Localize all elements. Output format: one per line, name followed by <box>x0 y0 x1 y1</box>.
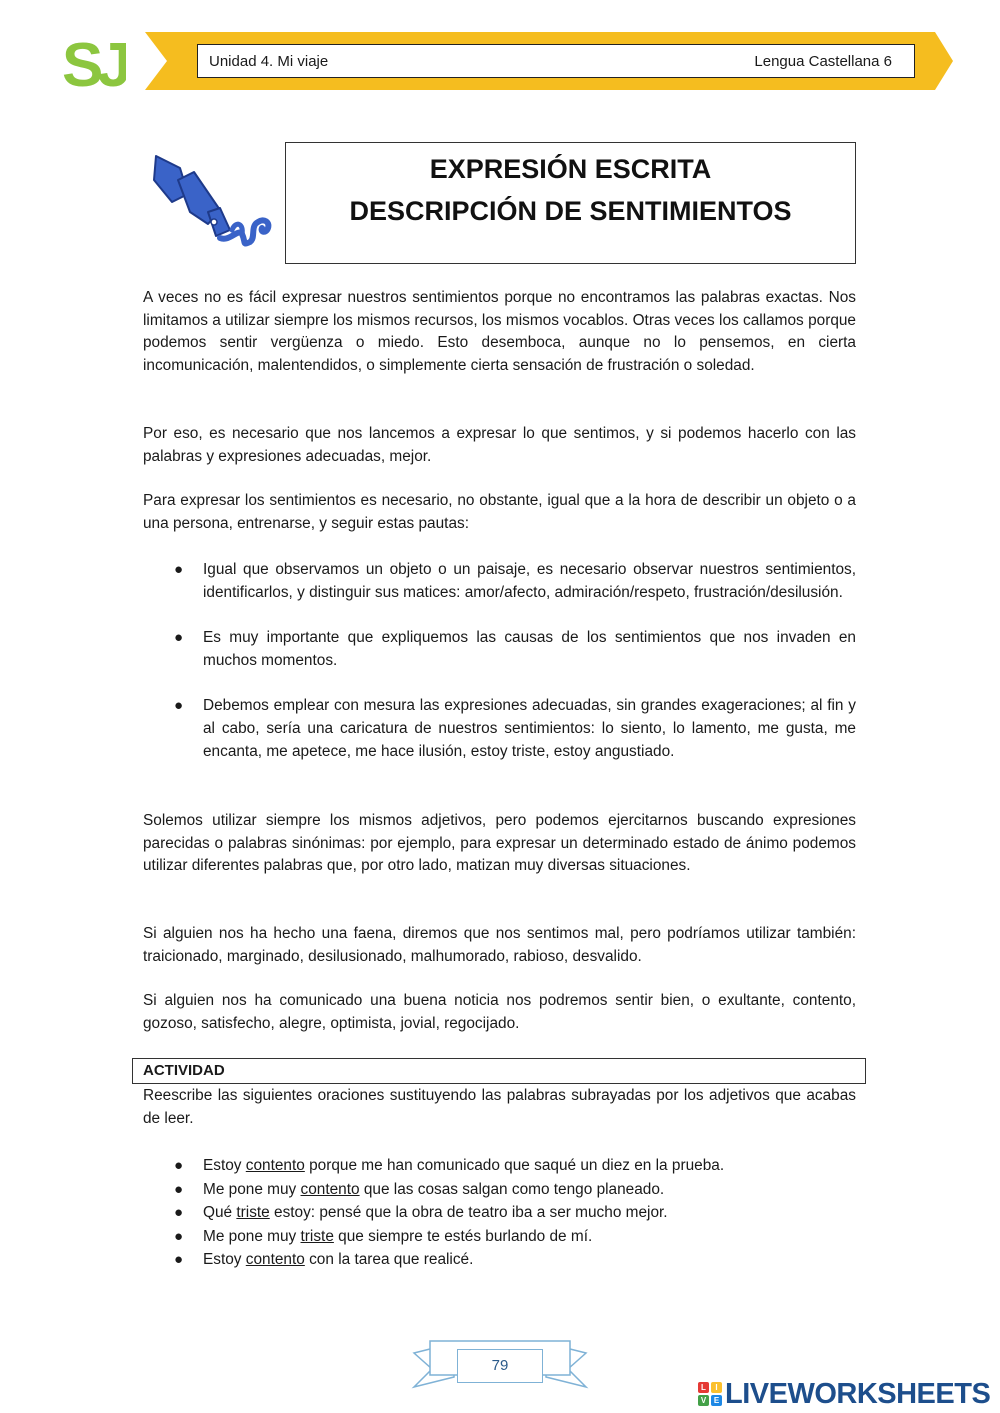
underlined-word: contento <box>300 1180 360 1198</box>
paragraph-4: Solemos utilizar siempre los mismos adjetivos, pero podemos ejercitarnos buscando expresiones parecidas o palabras sinónimas: por ejemplo, para expresar un determinado estado de ánimo podemos utilizar diferentes palabras que, por otro lado, matizan muy diversas situaciones. <box>143 812 856 875</box>
list-item: ● Estoy contento porque me han comunicado que saqué un diez en la prueba. <box>143 1154 856 1178</box>
activity-instructions: Reescribe las siguientes oraciones sustituyendo las palabras subrayadas por los adjetivos que acabas de leer. <box>143 1087 856 1127</box>
activity-heading: ACTIVIDAD <box>132 1058 866 1084</box>
list-item: ● Qué triste estoy: pensé que la obra de teatro iba a ser mucho mejor. <box>143 1201 856 1225</box>
bullet-icon: ● <box>174 1251 184 1269</box>
underlined-word: triste <box>300 1227 334 1245</box>
unit-label: Unidad 4. Mi viaje <box>209 52 329 70</box>
watermark-text: LIVEWORKSHEETS <box>725 1377 991 1410</box>
title-line-1: EXPRESIÓN ESCRITA <box>429 154 712 184</box>
school-logo <box>60 28 126 98</box>
paragraph-5: Si alguien nos ha hecho una faena, diremos que nos sentimos mal, pero podríamos utilizar también: traicionado, marginado, desilusionado, malhumorado, rabioso, desvalido. <box>143 925 856 965</box>
bullet-icon: ● <box>174 1227 184 1245</box>
list-item: ● Me pone muy triste que siempre te estés burlando de mí. <box>143 1225 856 1249</box>
underlined-word: contento <box>245 1251 305 1269</box>
liveworksheets-watermark <box>698 1379 990 1409</box>
page-number: 79 <box>457 1349 543 1383</box>
list-item: ● Estoy contento con la tarea que realicé. <box>143 1248 856 1272</box>
activity-sentences <box>143 1154 856 1272</box>
logo-text: SJ <box>62 31 126 98</box>
title-line-2: DESCRIPCIÓN DE SENTIMIENTOS <box>349 196 792 226</box>
liveworksheets-logo-icon: L I V E <box>698 1382 722 1406</box>
bullet-icon: ● <box>174 629 184 647</box>
list-item: ● Me pone muy contento que las cosas salgan como tengo planeado. <box>143 1178 856 1202</box>
bullet-icon: ● <box>174 1204 184 1222</box>
guidelines-list <box>143 559 856 786</box>
paragraph-6: Si alguien nos ha comunicado una buena noticia nos podremos sentir bien, o exultante, contento, gozoso, satisfecho, alegre, optimista, jovial, regocijado. <box>143 992 856 1032</box>
subject-label: Lengua Castellana 6 <box>754 52 892 70</box>
header-box <box>197 44 915 78</box>
underlined-word: contento <box>245 1157 305 1174</box>
list-item: ● Debemos emplear con mesura las expresiones adecuadas, sin grandes exageraciones; al fin y al cabo, sería una caricatura de nuestros sentimientos: lo siento, lo lamento, me gusta, me encanta, me apetece, me hace ilusión, estoy triste, estoy angustiado. <box>174 697 856 760</box>
bullet-icon: ● <box>174 1157 184 1174</box>
title-box <box>285 142 856 264</box>
bullet-icon: ● <box>174 561 184 578</box>
paragraph-2: Por eso, es necesario que nos lancemos a expresar lo que sentimos, y si podemos hacerlo con las palabras y expresiones adecuadas, mejor. <box>143 425 856 465</box>
intro-paragraph: A veces no es fácil expresar nuestros sentimientos porque no encontramos las palabras exactas. Nos limitamos a utilizar siempre los mismos recursos, los mismos vocablos. Otras veces los callamos porque podemos sentir vergüenza o miedo. Esto desemboca, aunque no lo pensemos, en cierta incomunicación, malentendidos, o simplemente cierta sensación de frustración o soledad. <box>143 289 856 374</box>
underlined-word: triste <box>236 1204 270 1222</box>
fountain-pen-icon <box>150 150 275 252</box>
bullet-icon: ● <box>174 1180 184 1198</box>
list-item: ● Es muy importante que expliquemos las causas de los sentimientos que nos invaden en muchos momentos. <box>174 629 856 669</box>
bullet-icon: ● <box>174 697 184 715</box>
list-item: ● Igual que observamos un objeto o un paisaje, es necesario observar nuestros sentimientos, identificarlos, y distinguir sus matices: amor/afecto, admiración/respeto, frustración/desilusión. <box>174 561 856 601</box>
paragraph-3: Para expresar los sentimientos es necesario, no obstante, igual que a la hora de describir un objeto o a una persona, entrenarse, y seguir estas pautas: <box>143 492 856 532</box>
